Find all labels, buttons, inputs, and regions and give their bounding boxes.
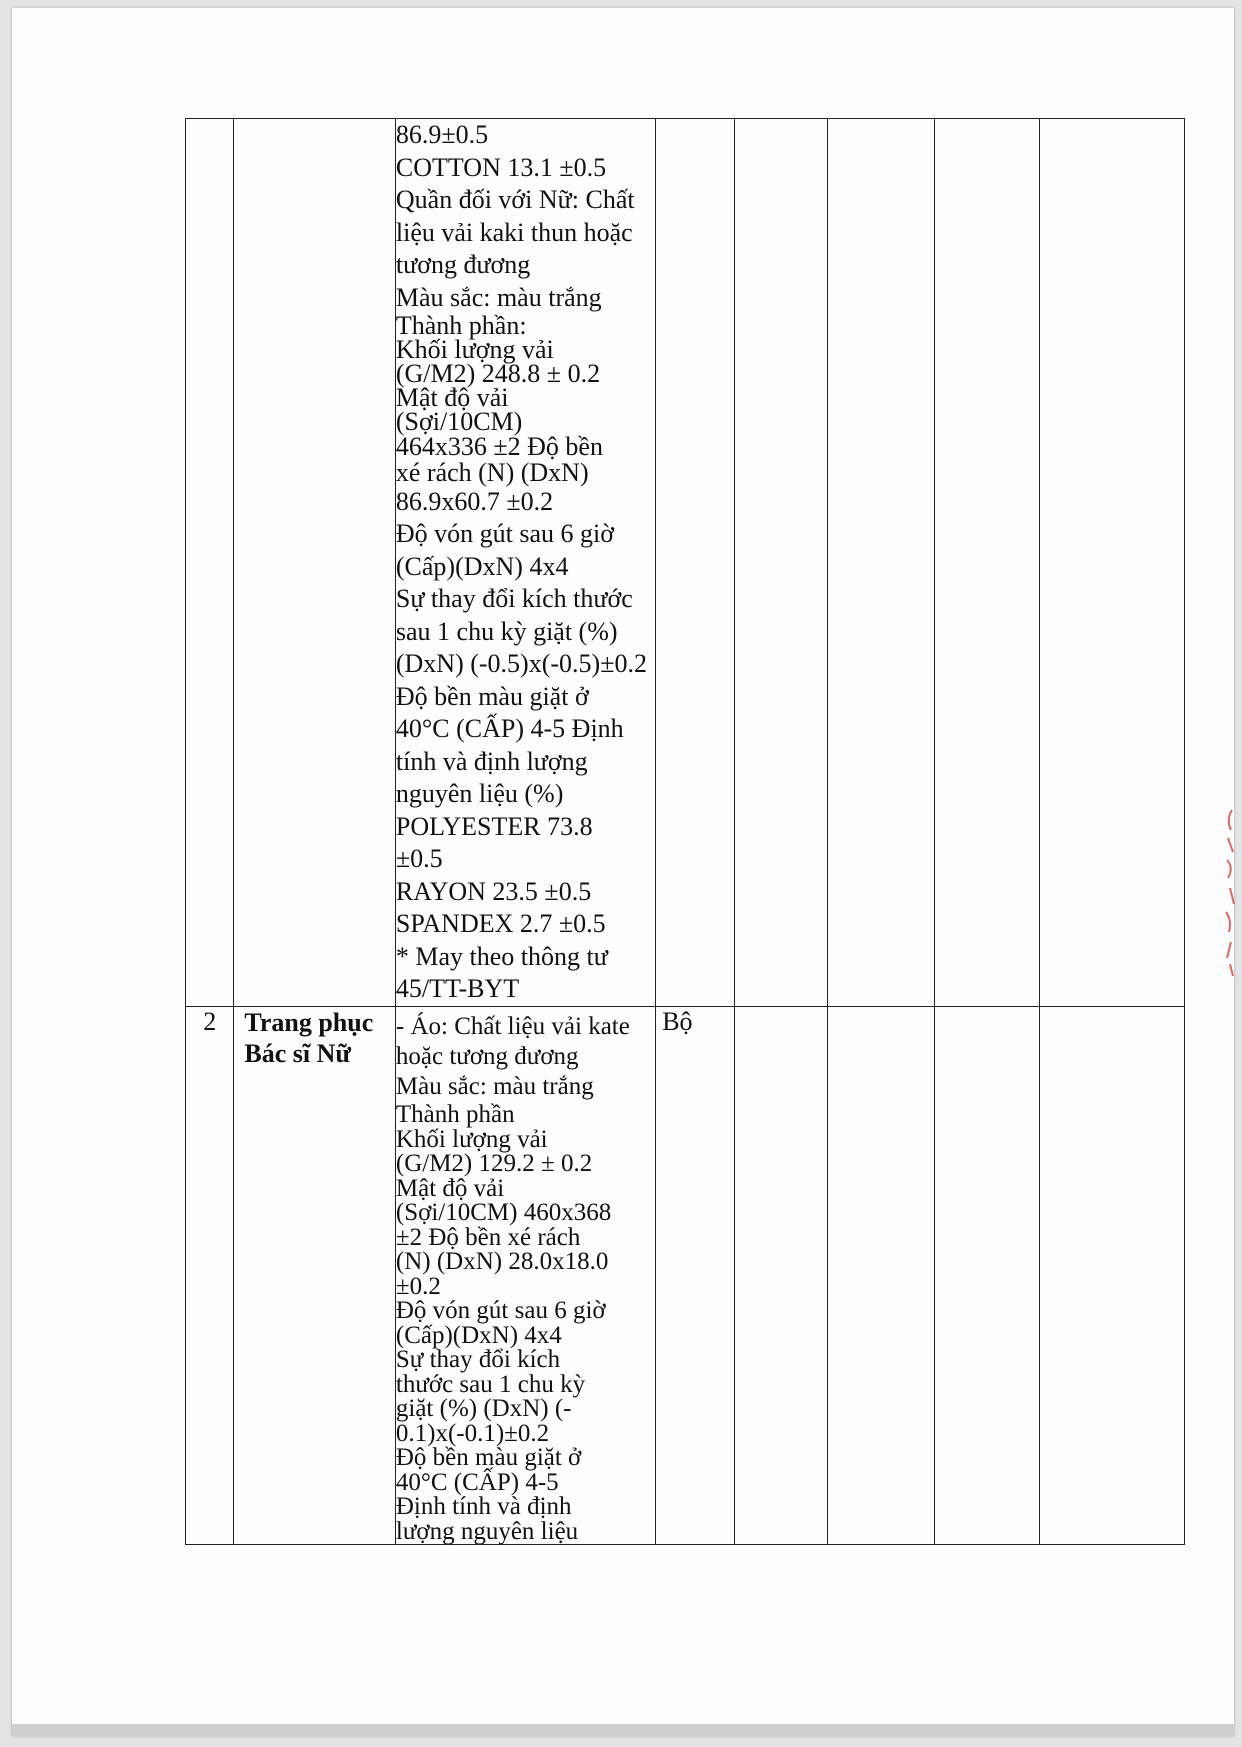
spec-line: 464x336 ±2 Độ bền <box>395 432 603 461</box>
row1-name-cell <box>234 119 395 1007</box>
spec-line: Màu sắc: màu trắng <box>395 282 602 312</box>
spec-line: ±0.5 <box>395 844 443 873</box>
row1-number-cell <box>186 119 234 1007</box>
spec-line: RAYON 23.5 ±0.5 <box>395 876 592 906</box>
spec-line: giặt (%) (DxN) (- <box>395 1395 572 1422</box>
spec-line: - Áo: Chất liệu vải kate <box>395 1012 630 1040</box>
spec-line: Thành phần: <box>395 311 527 340</box>
spec-line: (G/M2) 248.8 ± 0.2 <box>395 359 601 388</box>
empty-cell <box>827 1006 934 1545</box>
empty-cell <box>734 119 827 1007</box>
spec-line: Thành phần <box>395 1100 515 1128</box>
item-name-line: Bác sĩ Nữ <box>244 1038 352 1068</box>
spec-line: Độ bền màu giặt ở <box>395 681 589 711</box>
spec-line: lượng nguyên liệu <box>395 1517 579 1545</box>
spec-line: Khối lượng vải <box>395 335 554 364</box>
spec-line: 86.9±0.5 <box>395 120 489 149</box>
red-stamp-edge-icon <box>1222 808 1240 978</box>
spec-line: thước sau 1 chu kỳ <box>395 1370 586 1398</box>
row2-spec-cell <box>395 1006 655 1545</box>
empty-cell <box>934 1006 1039 1545</box>
item-name-line: Trang phục <box>244 1007 374 1037</box>
spec-line: (Cấp)(DxN) 4x4 <box>395 551 569 581</box>
spec-line: 86.9x60.7 ±0.2 <box>395 487 554 516</box>
row1-spec-cell <box>395 119 655 1007</box>
specification-table <box>185 118 1185 1545</box>
spec-line: 0.1)x(-0.1)±0.2 <box>395 1419 550 1447</box>
table-row <box>186 119 1185 1007</box>
empty-cell <box>1039 119 1184 1007</box>
spec-line: xé rách (N) (DxN) <box>395 458 589 487</box>
row2-unit-cell: Bộ <box>656 1006 735 1545</box>
spec-line: ±0.2 <box>395 1272 441 1300</box>
spec-line: ±2 Độ bền xé rách <box>395 1223 581 1251</box>
spec-line: POLYESTER 73.8 <box>395 811 593 841</box>
empty-cell <box>827 119 934 1007</box>
spec-line: 40°C (CẤP) 4-5 <box>395 1468 559 1496</box>
spec-line: Khối lượng vải <box>395 1125 548 1153</box>
spec-line: * May theo thông tư <box>395 941 608 971</box>
empty-cell <box>1039 1006 1184 1545</box>
spec-line: (Cấp)(DxN) 4x4 <box>395 1321 562 1349</box>
spec-line: 45/TT-BYT <box>395 974 520 1003</box>
spec-line: Sự thay đổi kích thước <box>395 584 633 613</box>
spec-line: hoặc tương đương <box>395 1042 579 1070</box>
spec-line: (DxN) (-0.5)x(-0.5)±0.2 <box>395 649 647 678</box>
spec-line: tính và định lượng <box>395 746 588 776</box>
spec-line: Quần đối với Nữ: Chất <box>395 185 635 214</box>
row2-name-cell <box>234 1006 395 1545</box>
table-row <box>186 1006 1185 1545</box>
spec-line: Định tính và định <box>395 1493 572 1520</box>
page-bottom-edge <box>12 1724 1234 1736</box>
spec-line: Sự thay đổi kích <box>395 1346 561 1373</box>
spec-line: sau 1 chu kỳ giặt (%) <box>395 616 618 646</box>
spec-line: Độ vón gút sau 6 giờ <box>395 519 615 548</box>
spec-line: Độ vón gút sau 6 giờ <box>395 1297 606 1324</box>
row1-unit-cell <box>656 119 735 1007</box>
empty-cell <box>934 119 1039 1007</box>
spec-line: liệu vải kaki thun hoặc <box>395 217 633 247</box>
spec-line: Mật độ vải <box>395 383 509 412</box>
spec-line: Màu sắc: màu trắng <box>395 1072 594 1100</box>
document-page <box>12 8 1234 1736</box>
spec-line: COTTON 13.1 ±0.5 <box>395 152 607 182</box>
row2-number-cell: 2 <box>186 1006 234 1545</box>
spec-line: Mật độ vải <box>395 1174 505 1202</box>
spec-line: tương đương <box>395 250 531 279</box>
spec-line: Độ bền màu giặt ở <box>395 1444 582 1471</box>
spec-line: 40°C (CẤP) 4-5 Định <box>395 714 624 743</box>
spec-line: (G/M2) 129.2 ± 0.2 <box>395 1150 593 1177</box>
spec-line: (Sợi/10CM) 460x368 <box>395 1199 612 1226</box>
empty-cell <box>734 1006 827 1545</box>
spec-line: nguyên liệu (%) <box>395 779 564 808</box>
spec-line: (Sợi/10CM) <box>395 407 523 436</box>
spec-line: (N) (DxN) 28.0x18.0 <box>395 1248 609 1275</box>
spec-line: SPANDEX 2.7 ±0.5 <box>395 909 606 938</box>
